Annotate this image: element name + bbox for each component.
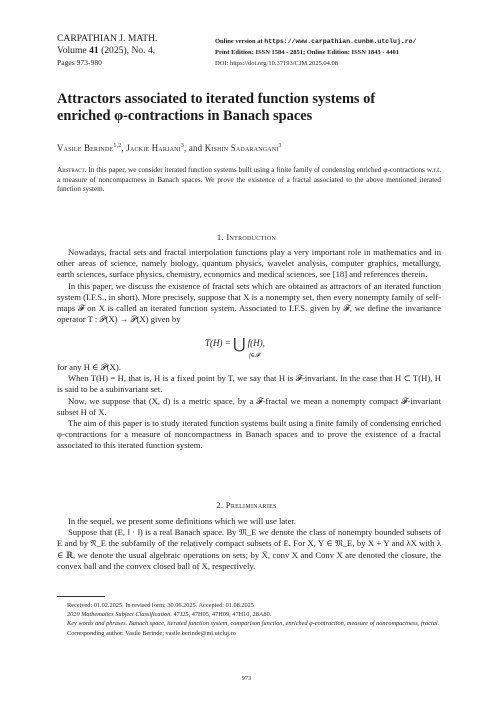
display-equation: T(H) = ⋃ f(H), f∈𝓕 [205, 337, 265, 359]
online-url-link[interactable]: https://www.carpathian.cunbm.utcluj.ro/ [264, 38, 417, 45]
doi-link[interactable]: DOI: https://doi.org/10.37193/CJM.2025.04.08 [215, 60, 339, 67]
paragraph: In the sequel, we present some definitions which we will use later. [68, 516, 296, 526]
keywords: Key words and phrases. Banach space, iterated function system, comparison function, enriched φ-contraction, measure of noncompactness, fractal. [67, 620, 440, 628]
author-name: Jackie Harjani [126, 143, 181, 153]
paragraph: The aim of this paper is to study iterated function systems built using a finite family of condensing enriched φ-contractions for a measure of noncompactness in Banach spaces and to prove the existence of a fractal associated to this iterated function system. [57, 418, 441, 451]
journal-volume: Volume 41 (2025), No. 4, [57, 45, 156, 56]
paragraph: Nowadays, fractal sets and fractal interpolation functions play a very important role in mathematics and in other areas of science, namely biology, quantum physics, wavelet analysis, computer graphics, metallurgy, earth sciences, surface physics, chemistry, economics and medical sciences, see [18] and references therein. [57, 247, 441, 280]
paper-title: Attractors associated to iterated function systems of enriched φ-contractions in Banach spaces [57, 91, 376, 124]
msc-classification: 2020 Mathematics Subject Classification. 47J25, 47H05, 47H09, 47H10, 28A80. [67, 611, 272, 619]
author-name: Vasile Berinde [57, 143, 114, 153]
section-1-body-continued [57, 362, 441, 452]
section-1-body [57, 247, 441, 325]
journal-pages: Pages 973-980 [57, 58, 102, 67]
issn-line: Print Edition: ISSN 1584 - 2851; Online Edition: ISSN 1843 - 4401 [215, 49, 400, 56]
paragraph: Now, we suppose that (X, d) is a metric space, by a 𝓕-fractal we mean a nonempty compact 𝓕-invariant subset H of X. [57, 395, 441, 417]
paragraph: for any H ∈ 𝒫(X). [57, 362, 121, 372]
union-symbol: ⋃ [233, 337, 246, 353]
paragraph: Suppose that (E, ‖ · ‖) is a real Banach space. By 𝔐_E we denote the class of nonempty bounded subsets of E and by 𝔑_E the subfamily of the relatively compact subsets of E. For X, Y ∈ 𝔐_E, by X + Y and λX with λ ∈ ℝ, we denote the usual algebraic operations on sets; by X̄, conv X and Conv X are denoted the closure, the convex ball and the convex closed ball of X, respectively. [57, 527, 441, 571]
received-dates: Received: 01.02.2025. In revised form: 30.06.2025. Accepted: 01.08.2025 [67, 602, 254, 609]
author-list: Vasile Berinde$^{1,2}$, Jackie Harjani$^3$, and Kishin Sadarangani$^3$ [57, 143, 282, 153]
abstract-label: Abstract. [57, 166, 87, 174]
paragraph: When T(H) = H, that is, H is a fixed point by T, we say that H is 𝓕-invariant. In the case that H ⊂ T(H), H is said to be a subinvariant set. [57, 373, 441, 395]
paragraph: In this paper, we discuss the existence of fractal sets which are obtained as attractors of an iterated function system (I.F.S., in short). More precisely, suppose that X is a nonempty set, then every nonempty family of self-maps 𝓕 on X is called an iterated function system. Associated to I.F.S. given by 𝓕, we define the invariance operator T : 𝒫(X) → 𝒫(X) given by [57, 280, 441, 325]
abstract-text: In this paper, we consider iterated function systems built using a finite family of condensing enriched φ-contractions w.r.t. a measure of noncompactness in Banach spaces. We prove the existence of a fractal associated to the above mentioned iterated function system. [57, 166, 441, 193]
publication-info [215, 36, 416, 69]
corresponding-author: Corresponding author: Vasile Berinde; vasile.berinde@mi.utcluj.ro [67, 629, 236, 637]
section-heading: 2. Preliminaries [216, 500, 277, 510]
footnotes [57, 601, 443, 638]
online-version: Online version at https://www.carpathian.cunbm.utcluj.ro/ [215, 38, 417, 45]
journal-name: CARPATHIAN J. MATH. [57, 33, 158, 44]
page-number: 973 [241, 675, 252, 682]
union-subscript: f∈𝓕 [249, 353, 260, 359]
abstract [57, 166, 441, 195]
section-2-body [57, 516, 441, 572]
footnote-rule [57, 596, 105, 597]
journal-header [57, 33, 157, 68]
author-name: Kishin Sadarangani [204, 143, 279, 153]
section-heading: 1. Introduction [216, 232, 277, 242]
